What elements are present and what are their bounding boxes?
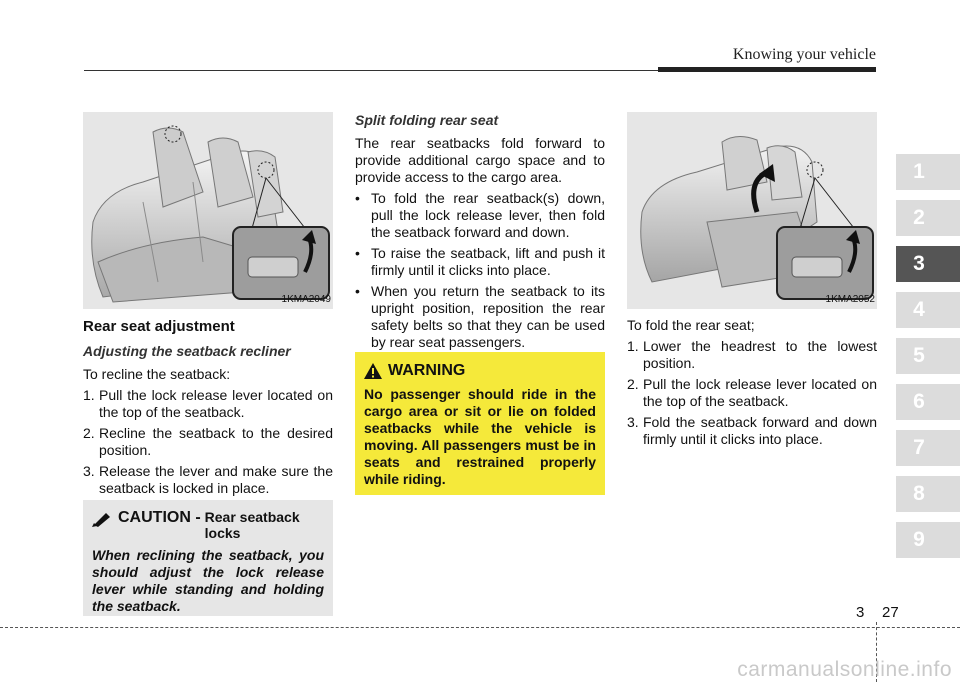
chapter-tabs <box>896 154 960 568</box>
caution-box <box>83 500 333 616</box>
warning-box <box>355 352 605 495</box>
column-right <box>627 112 877 452</box>
step-number: 2. <box>83 425 95 441</box>
footer-chapter-number: 3 <box>856 604 865 621</box>
bullet-text: To fold the rear seatback(s) down, pull the lock release lever, then fold the seatback forward and down. <box>371 190 605 240</box>
step-number: 2. <box>627 376 639 392</box>
bullet-list <box>355 190 605 351</box>
subsection-title: Split folding rear seat <box>355 112 499 128</box>
caution-topic: Rear seatback locks <box>204 509 300 541</box>
watermark: carmanualsonline.info <box>737 658 952 681</box>
list-item: • To fold the rear seatback(s) down, pull the lock release lever, then fold the seatback forward and down. <box>355 190 605 240</box>
column-middle <box>355 112 605 355</box>
step-text: Fold the seatback forward and down firmly until it clicks into place. <box>643 414 877 447</box>
step-text: Recline the seatback to the desired position. <box>99 425 333 458</box>
column-left <box>83 112 333 501</box>
warning-header <box>364 362 596 380</box>
list-item <box>627 414 877 448</box>
chapter-tab-3[interactable]: 3 <box>896 246 960 282</box>
subsection-title: Adjusting the seatback recliner <box>83 343 291 359</box>
caution-title: CAUTION - <box>118 509 201 526</box>
footer-rule <box>0 627 960 628</box>
list-item <box>83 387 333 421</box>
figure-code: 1KMA2052 <box>825 294 875 305</box>
seat-recliner-illustration <box>83 112 333 309</box>
list-item: • When you return the seatback to its upright position, reposition the rear safety belts so that they can be used by rear seat passengers. <box>355 283 605 350</box>
list-item <box>627 338 877 372</box>
figure-code: 1KMA2049 <box>281 294 331 305</box>
warning-triangle-icon <box>364 363 382 379</box>
warning-title: WARNING <box>388 362 466 379</box>
chapter-tab-6[interactable]: 6 <box>896 384 960 420</box>
figure-seat-recliner <box>83 112 333 309</box>
caution-header <box>92 509 324 541</box>
intro-text: To recline the seatback: <box>83 366 231 382</box>
footer-page-number: 27 <box>882 604 899 621</box>
step-list <box>627 338 877 448</box>
step-number: 3. <box>83 463 95 479</box>
intro-text: To fold the rear seat; <box>627 317 755 333</box>
seat-folding-illustration <box>627 112 877 309</box>
header-rule-accent <box>658 67 876 72</box>
chapter-tab-4[interactable]: 4 <box>896 292 960 328</box>
chapter-tab-9[interactable]: 9 <box>896 522 960 558</box>
chapter-tab-7[interactable]: 7 <box>896 430 960 466</box>
pen-icon <box>92 511 112 527</box>
warning-text: No passenger should ride in the cargo area or sit or lie on folded seatbacks while the vehicle is moving. All passengers must be in seats and restrained properly while riding. <box>364 386 596 487</box>
step-number: 1. <box>83 387 95 403</box>
chapter-tab-1[interactable]: 1 <box>896 154 960 190</box>
list-item <box>627 376 877 410</box>
step-text: Lower the headrest to the lowest position. <box>643 338 877 371</box>
list-item <box>83 425 333 459</box>
bullet-text: When you return the seatback to its upright position, reposition the rear safety belts so that they can be used by rear seat passengers. <box>371 283 605 350</box>
step-text: Pull the lock release lever located on the top of the seatback. <box>643 376 877 409</box>
chapter-tab-5[interactable]: 5 <box>896 338 960 374</box>
step-list <box>83 387 333 497</box>
step-number: 1. <box>627 338 639 354</box>
step-number: 3. <box>627 414 639 430</box>
chapter-tab-2[interactable]: 2 <box>896 200 960 236</box>
step-text: Release the lever and make sure the seatback is locked in place. <box>99 463 333 496</box>
step-text: Pull the lock release lever located on the top of the seatback. <box>99 387 333 420</box>
figure-seat-folding <box>627 112 877 309</box>
caution-text: When reclining the seatback, you should adjust the lock release lever while standing and holding the seatback. <box>92 547 324 614</box>
intro-text: The rear seatbacks fold forward to provide additional cargo space and to provide access to the cargo area. <box>355 135 605 185</box>
section-title: Rear seat adjustment <box>83 318 235 335</box>
bullet-text: To raise the seatback, lift and push it firmly until it clicks into place. <box>371 245 605 278</box>
chapter-tab-8[interactable]: 8 <box>896 476 960 512</box>
list-item: • To raise the seatback, lift and push it firmly until it clicks into place. <box>355 245 605 278</box>
header-title: Knowing your vehicle <box>732 46 876 63</box>
list-item <box>83 463 333 497</box>
